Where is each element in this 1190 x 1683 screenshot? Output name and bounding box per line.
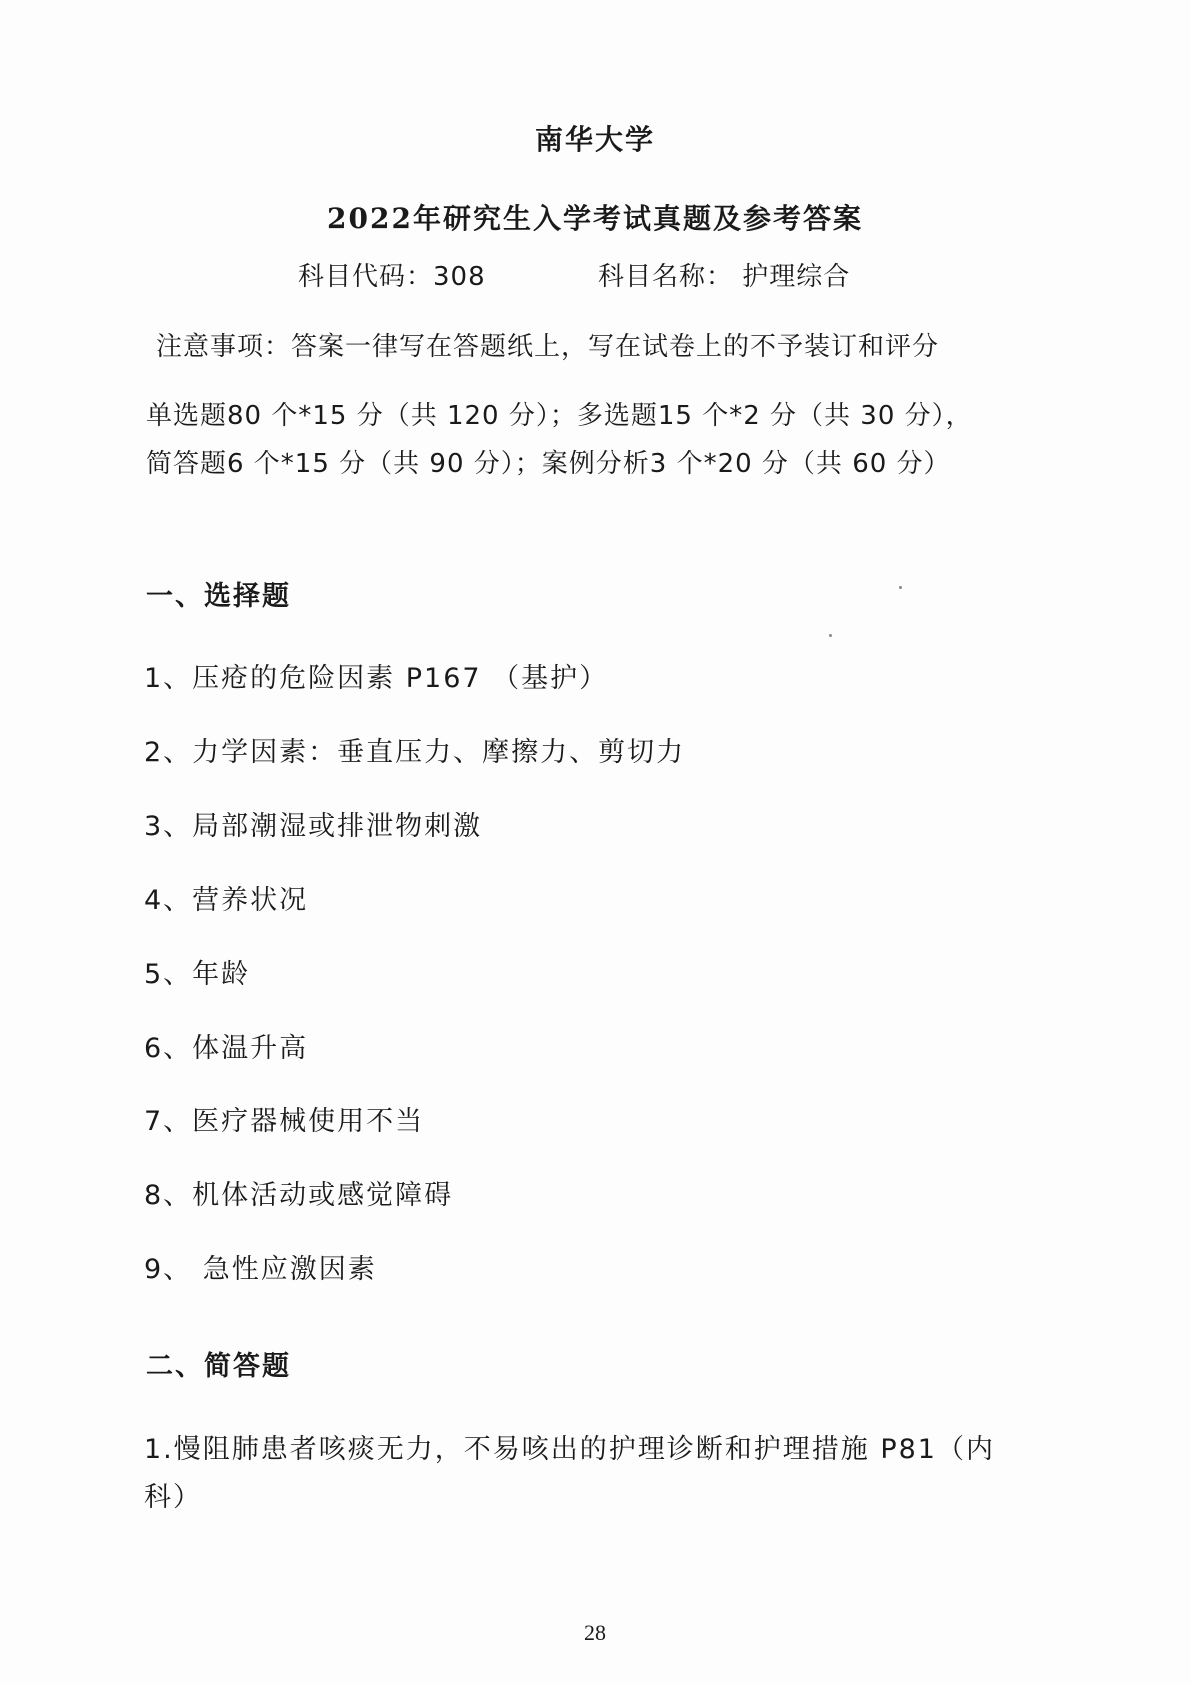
exam-notice: 注意事项：答案一律写在答题纸上，写在试卷上的不予装订和评分	[156, 332, 940, 362]
list-item: 6、体温升高	[144, 1033, 309, 1064]
list-item: 1、压疮的危险因素 P167 （基护）	[144, 663, 609, 694]
list-item: 5、年龄	[144, 959, 251, 990]
scoring-line-2: 简答题6 个*15 分（共 90 分）；案例分析3 个*20 分（共 60 分）	[146, 449, 951, 479]
university-name: 南华大学	[534, 123, 655, 156]
list-item: 4、营养状况	[144, 885, 309, 916]
scan-speck	[899, 586, 902, 589]
list-item: 3、局部潮湿或排泄物刺激	[144, 811, 483, 842]
list-item: 8、机体活动或感觉障碍	[144, 1180, 454, 1211]
section-heading-short-answer: 二、简答题	[146, 1351, 291, 1382]
subject-code: 科目代码：308	[298, 262, 486, 292]
list-item: 2、力学因素：垂直压力、摩擦力、剪切力	[144, 737, 686, 768]
scoring-line-1: 单选题80 个*15 分（共 120 分）；多选题15 个*2 分（共 30 分），	[146, 401, 973, 431]
exam-title: 2022年研究生入学考试真题及参考答案	[327, 202, 863, 235]
question-line: 1.慢阻肺患者咳痰无力，不易咳出的护理诊断和护理措施 P81（内	[144, 1434, 995, 1465]
section-heading-choice: 一、选择题	[146, 581, 291, 612]
page-number: 28	[584, 1620, 606, 1645]
scan-speck	[829, 634, 832, 637]
question-line: 科）	[144, 1482, 202, 1513]
list-item: 9、 急性应激因素	[144, 1254, 377, 1285]
list-item: 7、医疗器械使用不当	[144, 1106, 425, 1137]
subject-name: 科目名称： 护理综合	[598, 262, 851, 292]
